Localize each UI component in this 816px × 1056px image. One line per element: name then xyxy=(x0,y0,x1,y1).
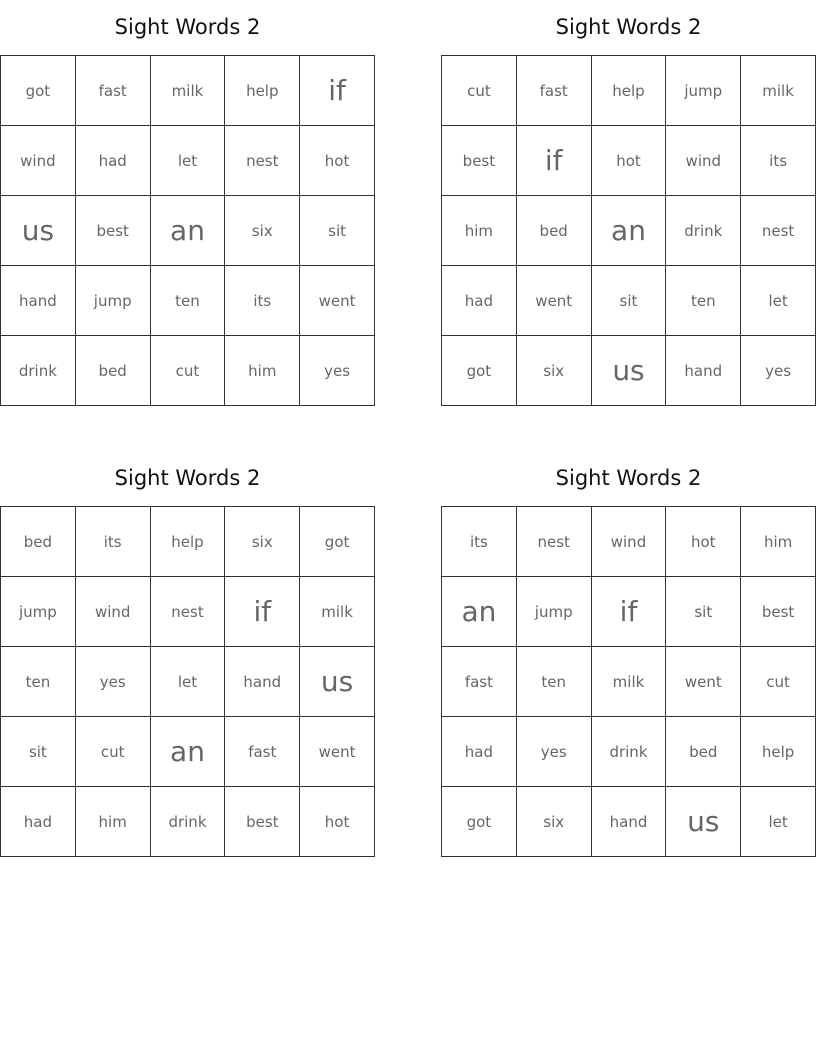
word-cell: wind xyxy=(76,577,151,647)
word-cell: six xyxy=(225,196,300,266)
word-cell: if xyxy=(300,56,375,126)
word-cell: him xyxy=(741,507,816,577)
word-cell: if xyxy=(517,126,592,196)
word-cell: sit xyxy=(592,266,667,336)
word-cell: cut xyxy=(442,56,517,126)
word-cell: went xyxy=(666,647,741,717)
word-cell: went xyxy=(300,717,375,787)
word-cell: nest xyxy=(225,126,300,196)
card-title: Sight Words 2 xyxy=(114,466,261,490)
word-cell: nest xyxy=(741,196,816,266)
word-cell: drink xyxy=(592,717,667,787)
word-cell: help xyxy=(151,507,226,577)
bingo-card-2 xyxy=(441,0,816,406)
word-cell: sit xyxy=(300,196,375,266)
word-cell: had xyxy=(442,717,517,787)
word-cell: bed xyxy=(76,336,151,406)
word-cell: milk xyxy=(151,56,226,126)
word-cell: let xyxy=(151,126,226,196)
word-cell: let xyxy=(741,787,816,857)
word-cell: fast xyxy=(225,717,300,787)
word-cell: if xyxy=(225,577,300,647)
word-cell: its xyxy=(741,126,816,196)
word-cell: hot xyxy=(666,507,741,577)
word-cell: bed xyxy=(517,196,592,266)
word-cell: drink xyxy=(1,336,76,406)
word-cell: us xyxy=(666,787,741,857)
word-cell: hand xyxy=(225,647,300,717)
word-cell: bed xyxy=(1,507,76,577)
word-cell: hand xyxy=(1,266,76,336)
word-cell: ten xyxy=(1,647,76,717)
word-cell: six xyxy=(225,507,300,577)
word-cell: fast xyxy=(442,647,517,717)
card-title: Sight Words 2 xyxy=(555,466,702,490)
word-cell: hand xyxy=(666,336,741,406)
word-cell: an xyxy=(151,196,226,266)
word-cell: if xyxy=(592,577,667,647)
word-cell: milk xyxy=(592,647,667,717)
word-cell: us xyxy=(592,336,667,406)
bingo-card-4 xyxy=(441,451,816,857)
word-cell: got xyxy=(300,507,375,577)
word-cell: jump xyxy=(76,266,151,336)
word-cell: an xyxy=(442,577,517,647)
word-cell: help xyxy=(225,56,300,126)
word-cell: cut xyxy=(76,717,151,787)
word-cell: sit xyxy=(1,717,76,787)
word-cell: drink xyxy=(151,787,226,857)
word-cell: its xyxy=(225,266,300,336)
bingo-card-3 xyxy=(0,451,375,857)
word-cell: let xyxy=(151,647,226,717)
card-title: Sight Words 2 xyxy=(114,15,261,39)
word-cell: an xyxy=(151,717,226,787)
word-cell: nest xyxy=(517,507,592,577)
word-cell: ten xyxy=(517,647,592,717)
word-cell: help xyxy=(741,717,816,787)
word-cell: its xyxy=(442,507,517,577)
word-cell: had xyxy=(442,266,517,336)
word-cell: milk xyxy=(741,56,816,126)
word-cell: yes xyxy=(300,336,375,406)
word-cell: yes xyxy=(76,647,151,717)
word-cell: sit xyxy=(666,577,741,647)
word-cell: hot xyxy=(300,126,375,196)
word-cell: fast xyxy=(76,56,151,126)
card-title: Sight Words 2 xyxy=(555,15,702,39)
bingo-card-1 xyxy=(0,0,375,406)
word-cell: him xyxy=(442,196,517,266)
word-cell: went xyxy=(300,266,375,336)
word-cell: best xyxy=(442,126,517,196)
word-cell: had xyxy=(1,787,76,857)
word-cell: best xyxy=(741,577,816,647)
word-cell: ten xyxy=(666,266,741,336)
word-grid xyxy=(441,55,816,406)
word-cell: got xyxy=(442,336,517,406)
word-cell: got xyxy=(1,56,76,126)
word-cell: drink xyxy=(666,196,741,266)
word-cell: jump xyxy=(666,56,741,126)
word-grid xyxy=(441,506,816,857)
word-cell: nest xyxy=(151,577,226,647)
word-cell: cut xyxy=(151,336,226,406)
word-cell: yes xyxy=(517,717,592,787)
word-cell: him xyxy=(225,336,300,406)
word-cell: cut xyxy=(741,647,816,717)
word-cell: bed xyxy=(666,717,741,787)
word-cell: best xyxy=(225,787,300,857)
word-cell: hot xyxy=(592,126,667,196)
word-cell: six xyxy=(517,336,592,406)
word-cell: help xyxy=(592,56,667,126)
word-cell: let xyxy=(741,266,816,336)
word-cell: wind xyxy=(1,126,76,196)
word-grid xyxy=(0,55,375,406)
word-cell: had xyxy=(76,126,151,196)
word-cell: fast xyxy=(517,56,592,126)
word-cell: got xyxy=(442,787,517,857)
word-cell: best xyxy=(76,196,151,266)
word-cell: hot xyxy=(300,787,375,857)
word-cell: an xyxy=(592,196,667,266)
word-cell: jump xyxy=(517,577,592,647)
word-cell: went xyxy=(517,266,592,336)
word-cell: us xyxy=(1,196,76,266)
word-cell: jump xyxy=(1,577,76,647)
word-cell: wind xyxy=(592,507,667,577)
word-cell: us xyxy=(300,647,375,717)
word-cell: six xyxy=(517,787,592,857)
word-cell: milk xyxy=(300,577,375,647)
word-cell: its xyxy=(76,507,151,577)
word-cell: wind xyxy=(666,126,741,196)
word-grid xyxy=(0,506,375,857)
word-cell: hand xyxy=(592,787,667,857)
word-cell: yes xyxy=(741,336,816,406)
word-cell: ten xyxy=(151,266,226,336)
word-cell: him xyxy=(76,787,151,857)
